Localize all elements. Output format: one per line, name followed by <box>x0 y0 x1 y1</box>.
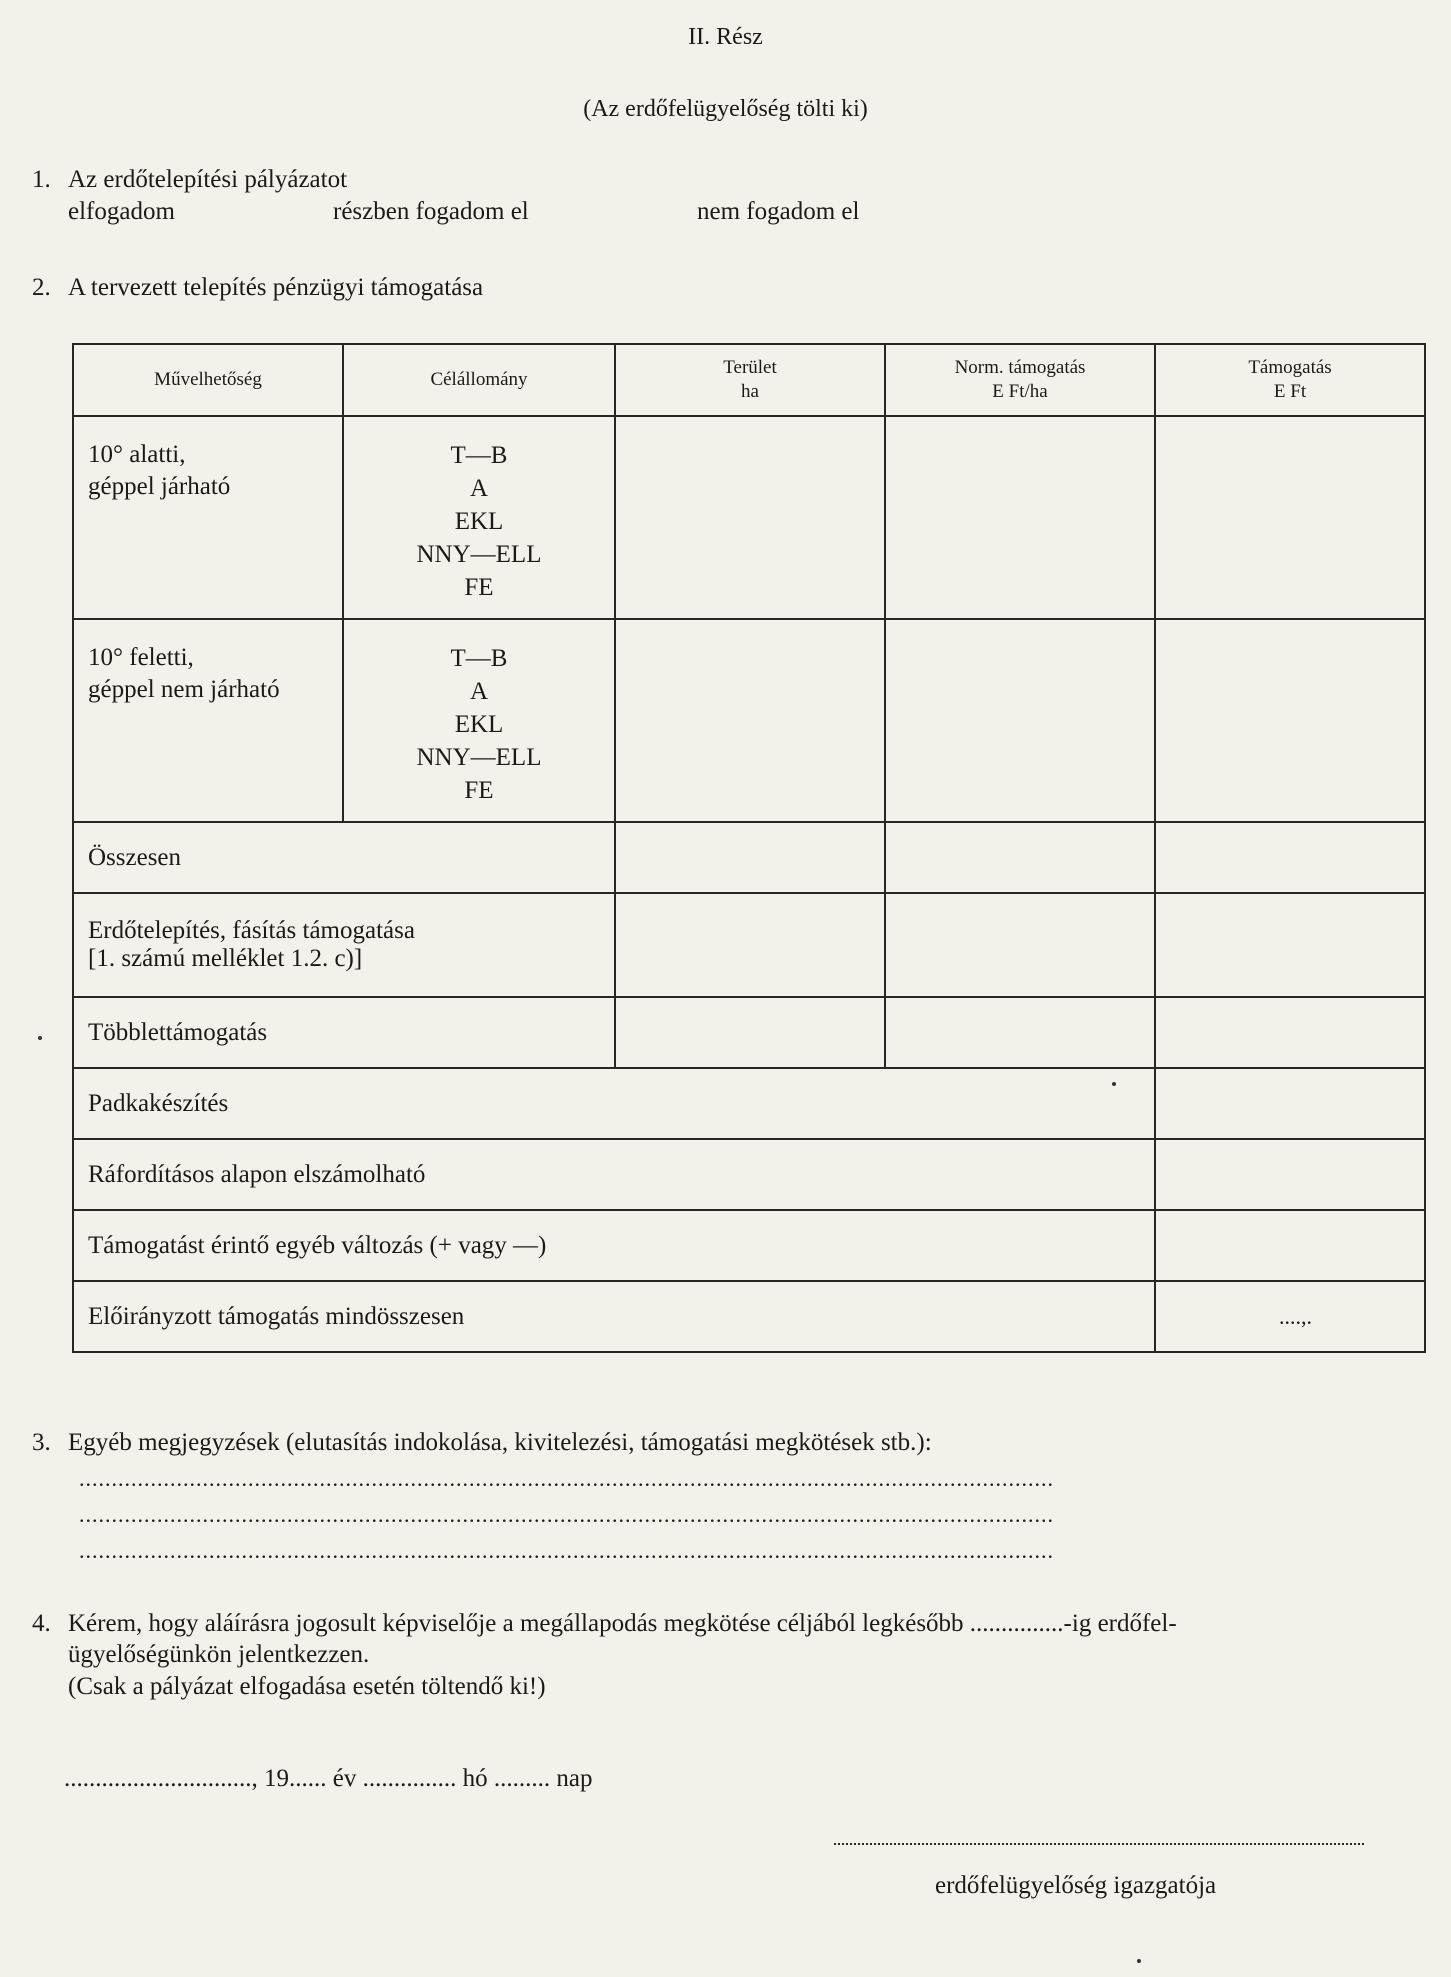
q4-line1: Kérem, hogy aláírásra jogosult képviselője a megállapodás megkötése céljából legkésőbb ...............-ig erdőfel- <box>68 1610 1177 1637</box>
total-label: Összesen <box>73 822 615 893</box>
species-a: A <box>469 475 489 502</box>
signature-label: erdőfelügyelőség igazgatója <box>935 1872 1217 1899</box>
cost-based-support-cell[interactable] <box>1155 1139 1425 1210</box>
option-partial[interactable]: részben fogadom el <box>333 198 529 225</box>
table-row-extra-support <box>73 997 1425 1068</box>
header-area-unit: ha <box>741 381 759 402</box>
group1-label-line1: 10° alatti, <box>88 441 186 468</box>
afforestation-support-cell[interactable] <box>1155 893 1425 997</box>
total-area-cell[interactable] <box>615 822 885 893</box>
ink-speck <box>1137 1959 1141 1963</box>
q2-number: 2. <box>32 274 51 301</box>
section-title: II. Rész <box>688 24 763 50</box>
header-norm-support-label: Norm. támogatás <box>954 357 1086 378</box>
other-change-support-cell[interactable] <box>1155 1210 1425 1281</box>
group1-area-cell[interactable] <box>615 416 885 619</box>
q1-number: 1. <box>32 166 51 193</box>
species-a: A <box>469 678 489 705</box>
extra-support-norm-cell[interactable] <box>885 997 1155 1068</box>
option-accept[interactable]: elfogadom <box>68 198 175 225</box>
section-subtitle: (Az erdőfelügyelőség tölti ki) <box>583 96 868 122</box>
total-norm-cell[interactable] <box>885 822 1155 893</box>
remarks-line-1[interactable]: ...................................................................................................................................................... <box>79 1466 1054 1491</box>
group1-support-cell[interactable] <box>1155 416 1425 619</box>
table-row-grand-total <box>73 1281 1425 1352</box>
grand-total-support-cell[interactable] <box>1155 1281 1425 1352</box>
group2-species <box>343 619 615 822</box>
species-ekl: EKL <box>454 711 504 738</box>
group2-norm-cell[interactable] <box>885 619 1155 822</box>
ink-speck <box>1112 1082 1116 1086</box>
group2-label-line1: 10° feletti, <box>88 644 194 671</box>
species-nny-ell: NNY—ELL <box>416 541 542 568</box>
afforestation-label-line1: Erdőtelepítés, fásítás támogatása <box>88 917 415 944</box>
extra-support-area-cell[interactable] <box>615 997 885 1068</box>
species-fe: FE <box>464 777 494 804</box>
q4-note: (Csak a pályázat elfogadása esetén töltendő ki!) <box>68 1673 546 1700</box>
group2-label <box>73 619 343 822</box>
group2-support-cell[interactable] <box>1155 619 1425 822</box>
header-norm-support <box>885 344 1155 416</box>
q2-text: A tervezett telepítés pénzügyi támogatása <box>68 274 484 301</box>
table-row-terracing <box>73 1068 1425 1139</box>
afforestation-area-cell[interactable] <box>615 893 885 997</box>
species-tb: T—B <box>450 442 508 469</box>
date-line[interactable]: .............................., 19...... év ............... hó ......... nap <box>64 1765 593 1792</box>
species-nny-ell: NNY—ELL <box>416 744 542 771</box>
ink-speck <box>38 1036 42 1040</box>
total-support-cell[interactable] <box>1155 822 1425 893</box>
header-target-species: Célállomány <box>343 344 615 416</box>
remarks-line-3[interactable]: ...................................................................................................................................................... <box>79 1538 1054 1563</box>
grand-total-value: ....,. <box>1279 1303 1312 1329</box>
table-row-group2 <box>73 619 1425 822</box>
table-row-other-change <box>73 1210 1425 1281</box>
table-row-afforestation <box>73 893 1425 997</box>
table-row-group1 <box>73 416 1425 619</box>
table-header-row <box>73 344 1425 416</box>
species-tb: T—B <box>450 645 508 672</box>
header-support-unit: E Ft <box>1273 381 1307 402</box>
header-area-label: Terület <box>723 357 777 378</box>
other-change-label: Támogatást érintő egyéb változás (+ vagy —) <box>73 1210 1155 1281</box>
group2-area-cell[interactable] <box>615 619 885 822</box>
header-support-label: Támogatás <box>1248 357 1332 378</box>
group1-norm-cell[interactable] <box>885 416 1155 619</box>
header-cultivability: Művelhetőség <box>73 344 343 416</box>
q1-text: Az erdőtelepítési pályázatot <box>68 166 348 193</box>
q4-number: 4. <box>32 1610 51 1637</box>
group2-label-line2: géppel nem járható <box>88 676 280 703</box>
support-table <box>72 343 1426 1353</box>
terracing-support-cell[interactable] <box>1155 1068 1425 1139</box>
grand-total-label: Előirányzott támogatás mindösszesen <box>73 1281 1155 1352</box>
header-area <box>615 344 885 416</box>
table-row-cost-based <box>73 1139 1425 1210</box>
header-norm-support-unit: E Ft/ha <box>992 381 1048 402</box>
group1-label <box>73 416 343 619</box>
extra-support-support-cell[interactable] <box>1155 997 1425 1068</box>
group1-label-line2: géppel járható <box>88 473 231 500</box>
species-ekl: EKL <box>454 508 504 535</box>
extra-support-label: Többlettámogatás <box>73 997 615 1068</box>
cost-based-label: Ráfordításos alapon elszámolható <box>73 1139 1155 1210</box>
option-reject[interactable]: nem fogadom el <box>697 198 860 225</box>
q3-number: 3. <box>32 1429 51 1456</box>
afforestation-label <box>73 893 615 997</box>
q3-text: Egyéb megjegyzések (elutasítás indokolása, kivitelezési, támogatási megkötések stb.): <box>68 1429 932 1456</box>
signature-line[interactable] <box>834 1843 1364 1845</box>
table-row-total <box>73 822 1425 893</box>
q4-line2: ügyelőségünkön jelentkezzen. <box>68 1641 370 1668</box>
terracing-label: Padkakészítés <box>73 1068 1155 1139</box>
remarks-line-2[interactable]: ...................................................................................................................................................... <box>79 1502 1054 1527</box>
afforestation-norm-cell[interactable] <box>885 893 1155 997</box>
header-support <box>1155 344 1425 416</box>
group1-species <box>343 416 615 619</box>
species-fe: FE <box>464 574 494 601</box>
afforestation-label-line2: [1. számú melléklet 1.2. c)] <box>88 945 363 972</box>
